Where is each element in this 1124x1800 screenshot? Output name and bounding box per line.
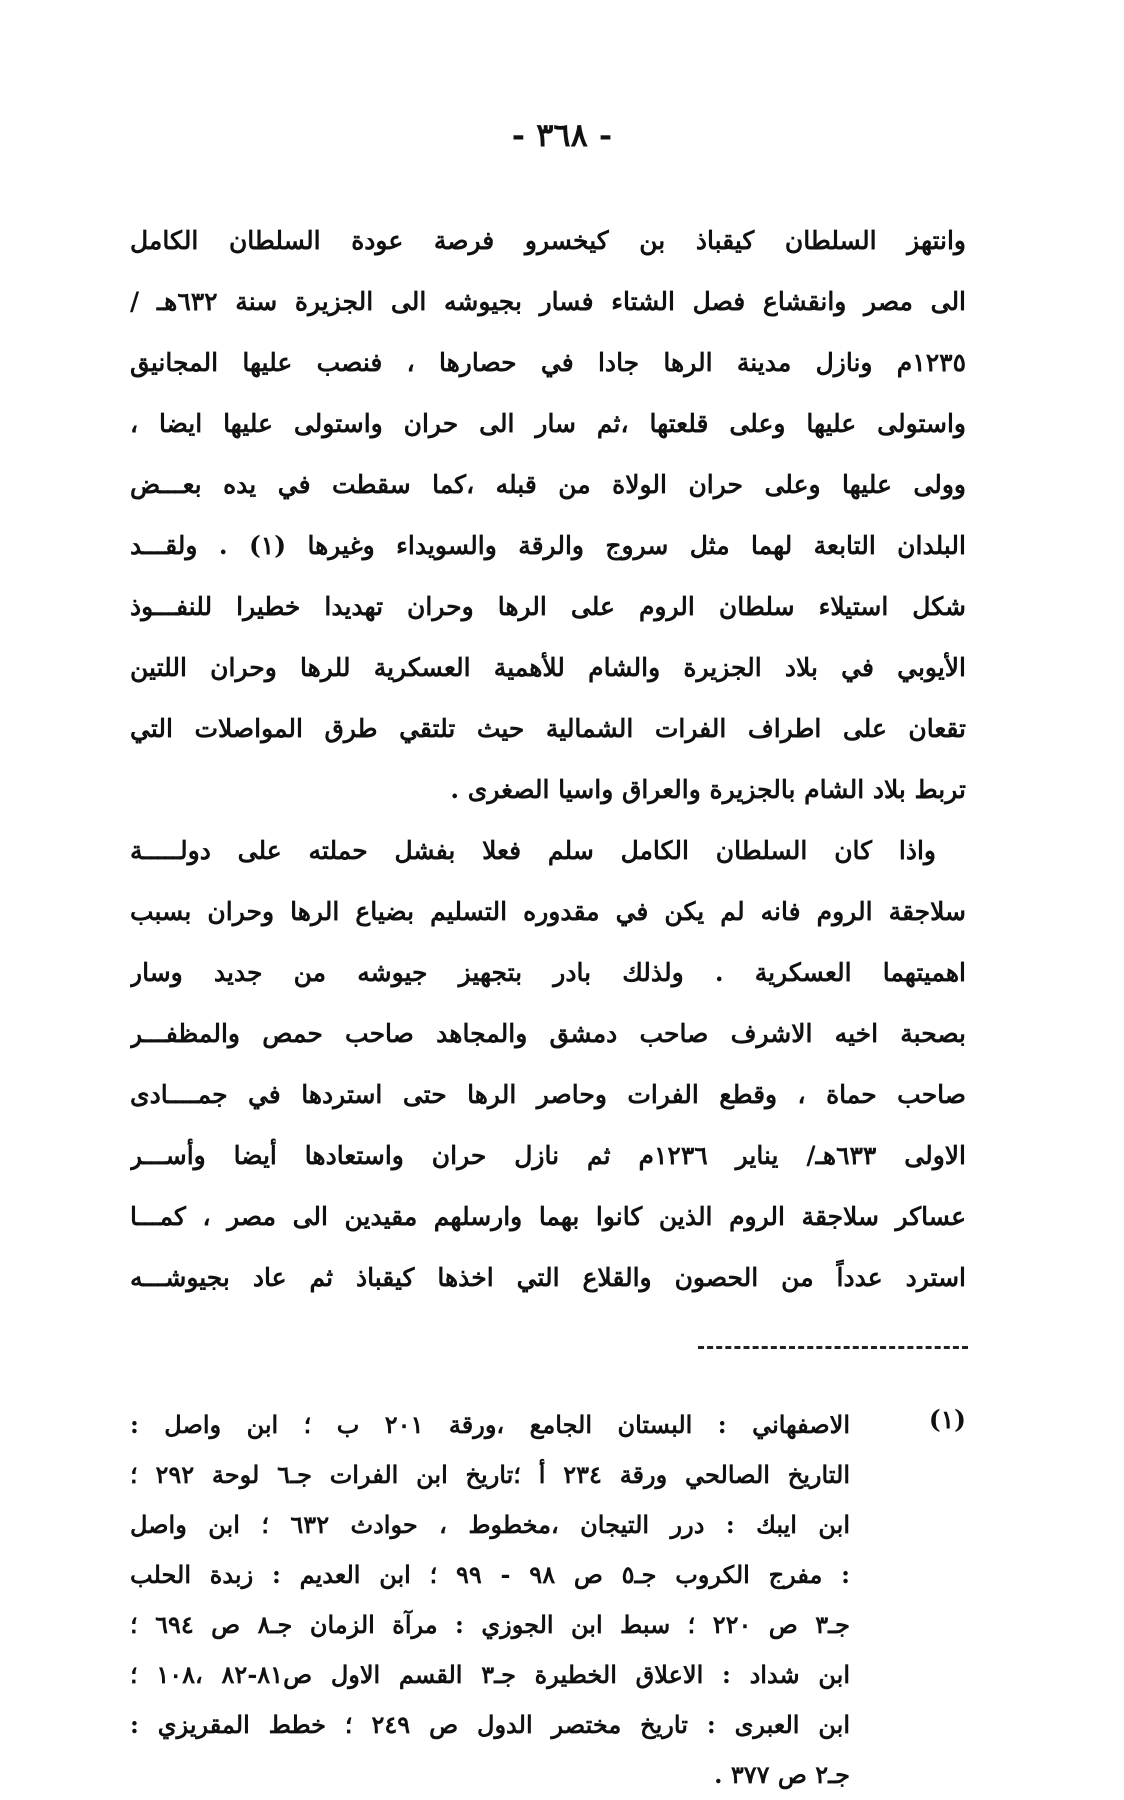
body-line: الى مصر وانقشاع فصل الشتاء فسار بجيوشه الى الجزيرة سنة ٦٣٢هـ / [130, 287, 966, 316]
body-line: تقعان على اطراف الفرات الشمالية حيث تلتقي طرق المواصلات التي [130, 714, 966, 743]
body-line: الأيوبي في بلاد الجزيرة والشام للأهمية العسكرية للرها وحران اللتين [130, 653, 966, 682]
main-body-text [130, 210, 966, 1308]
footnote-marker: (١) [928, 1405, 966, 1434]
body-line: شكل استيلاء سلطان الروم على الرها وحران تهديدا خطيرا للنفـــوذ [130, 592, 966, 621]
body-line: سلاجقة الروم فانه لم يكن في مقدوره التسليم بضياع الرها وحران بسبب [130, 897, 966, 926]
footnote-divider [698, 1346, 968, 1349]
body-line: الاولى ٦٣٣هـ/ يناير ١٢٣٦م ثم نازل حران واستعادها أيضا وأســـر [130, 1141, 966, 1170]
body-line: البلدان التابعة لهما مثل سروج والرقة والسويداء وغيرها (١) . ولقـــد [130, 531, 966, 560]
page-number: - ٣٦٨ - [511, 116, 613, 154]
body-line: واستولى عليها وعلى قلعتها ،ثم سار الى حران واستولى عليها ايضا ، [130, 409, 966, 438]
body-line: وانتهز السلطان كيقباذ بن كيخسرو فرصة عودة السلطان الكامل [130, 226, 966, 255]
footnote-line: ابن العبرى : تاريخ مختصر الدول ص ٢٤٩ ؛ خطط المقريزي : [130, 1710, 850, 1739]
body-line: بصحبة اخيه الاشرف صاحب دمشق والمجاهد صاحب حمص والمظفـــر [130, 1019, 966, 1048]
body-line: وولى عليها وعلى حران الولاة من قبله ،كما سقطت في يده بعـــض [130, 470, 966, 499]
footnote-line: جـ٣ ص ٢٢٠ ؛ سبط ابن الجوزي : مرآة الزمان جـ٨ ص ٦٩٤ ؛ [130, 1610, 850, 1639]
body-line: عساكر سلاجقة الروم الذين كانوا بهما وارسلهم مقيدين الى مصر ، كمـــا [130, 1202, 966, 1231]
footnote-line: : مفرج الكروب جـ٥ ص ٩٨ - ٩٩ ؛ ابن العديم : زبدة الحلب [130, 1560, 850, 1589]
body-line: صاحب حماة ، وقطع الفرات وحاصر الرها حتى استردها في جمــــادى [130, 1080, 966, 1109]
footnote-line: ابن ايبك : درر التيجان ،مخطوط ، حوادث ٦٣٢ ؛ ابن واصل [130, 1510, 850, 1539]
footnote-line: ابن شداد : الاعلاق الخطيرة جـ٣ القسم الاول ص٨١-٨٢ ،١٠٨ ؛ [130, 1660, 850, 1689]
body-line: ١٢٣٥م ونازل مدينة الرها جادا في حصارها ، فنصب عليها المجانيق [130, 348, 966, 377]
footnote-line: التاريخ الصالحي ورقة ٢٣٤ أ ؛تاريخ ابن الفرات جـ٦ لوحة ٢٩٢ ؛ [130, 1460, 850, 1489]
body-line: واذا كان السلطان الكامل سلم فعلا بفشل حملته على دولـــــة [130, 836, 936, 865]
body-line: اهميتهما العسكرية . ولذلك بادر بتجهيز جيوشه من جديد وسار [130, 958, 966, 987]
footnote-line: جـ٢ ص ٣٧٧ . [714, 1760, 850, 1789]
footnote-text [130, 1400, 850, 1800]
body-line: تربط بلاد الشام بالجزيرة والعراق واسيا الصغرى . [450, 775, 966, 804]
footnote-line: الاصفهاني : البستان الجامع ،ورقة ٢٠١ ب ؛ ابن واصل : [130, 1410, 850, 1439]
body-line: استرد عدداً من الحصون والقلاع التي اخذها كيقباذ ثم عاد بجيوشـــه [130, 1263, 966, 1292]
